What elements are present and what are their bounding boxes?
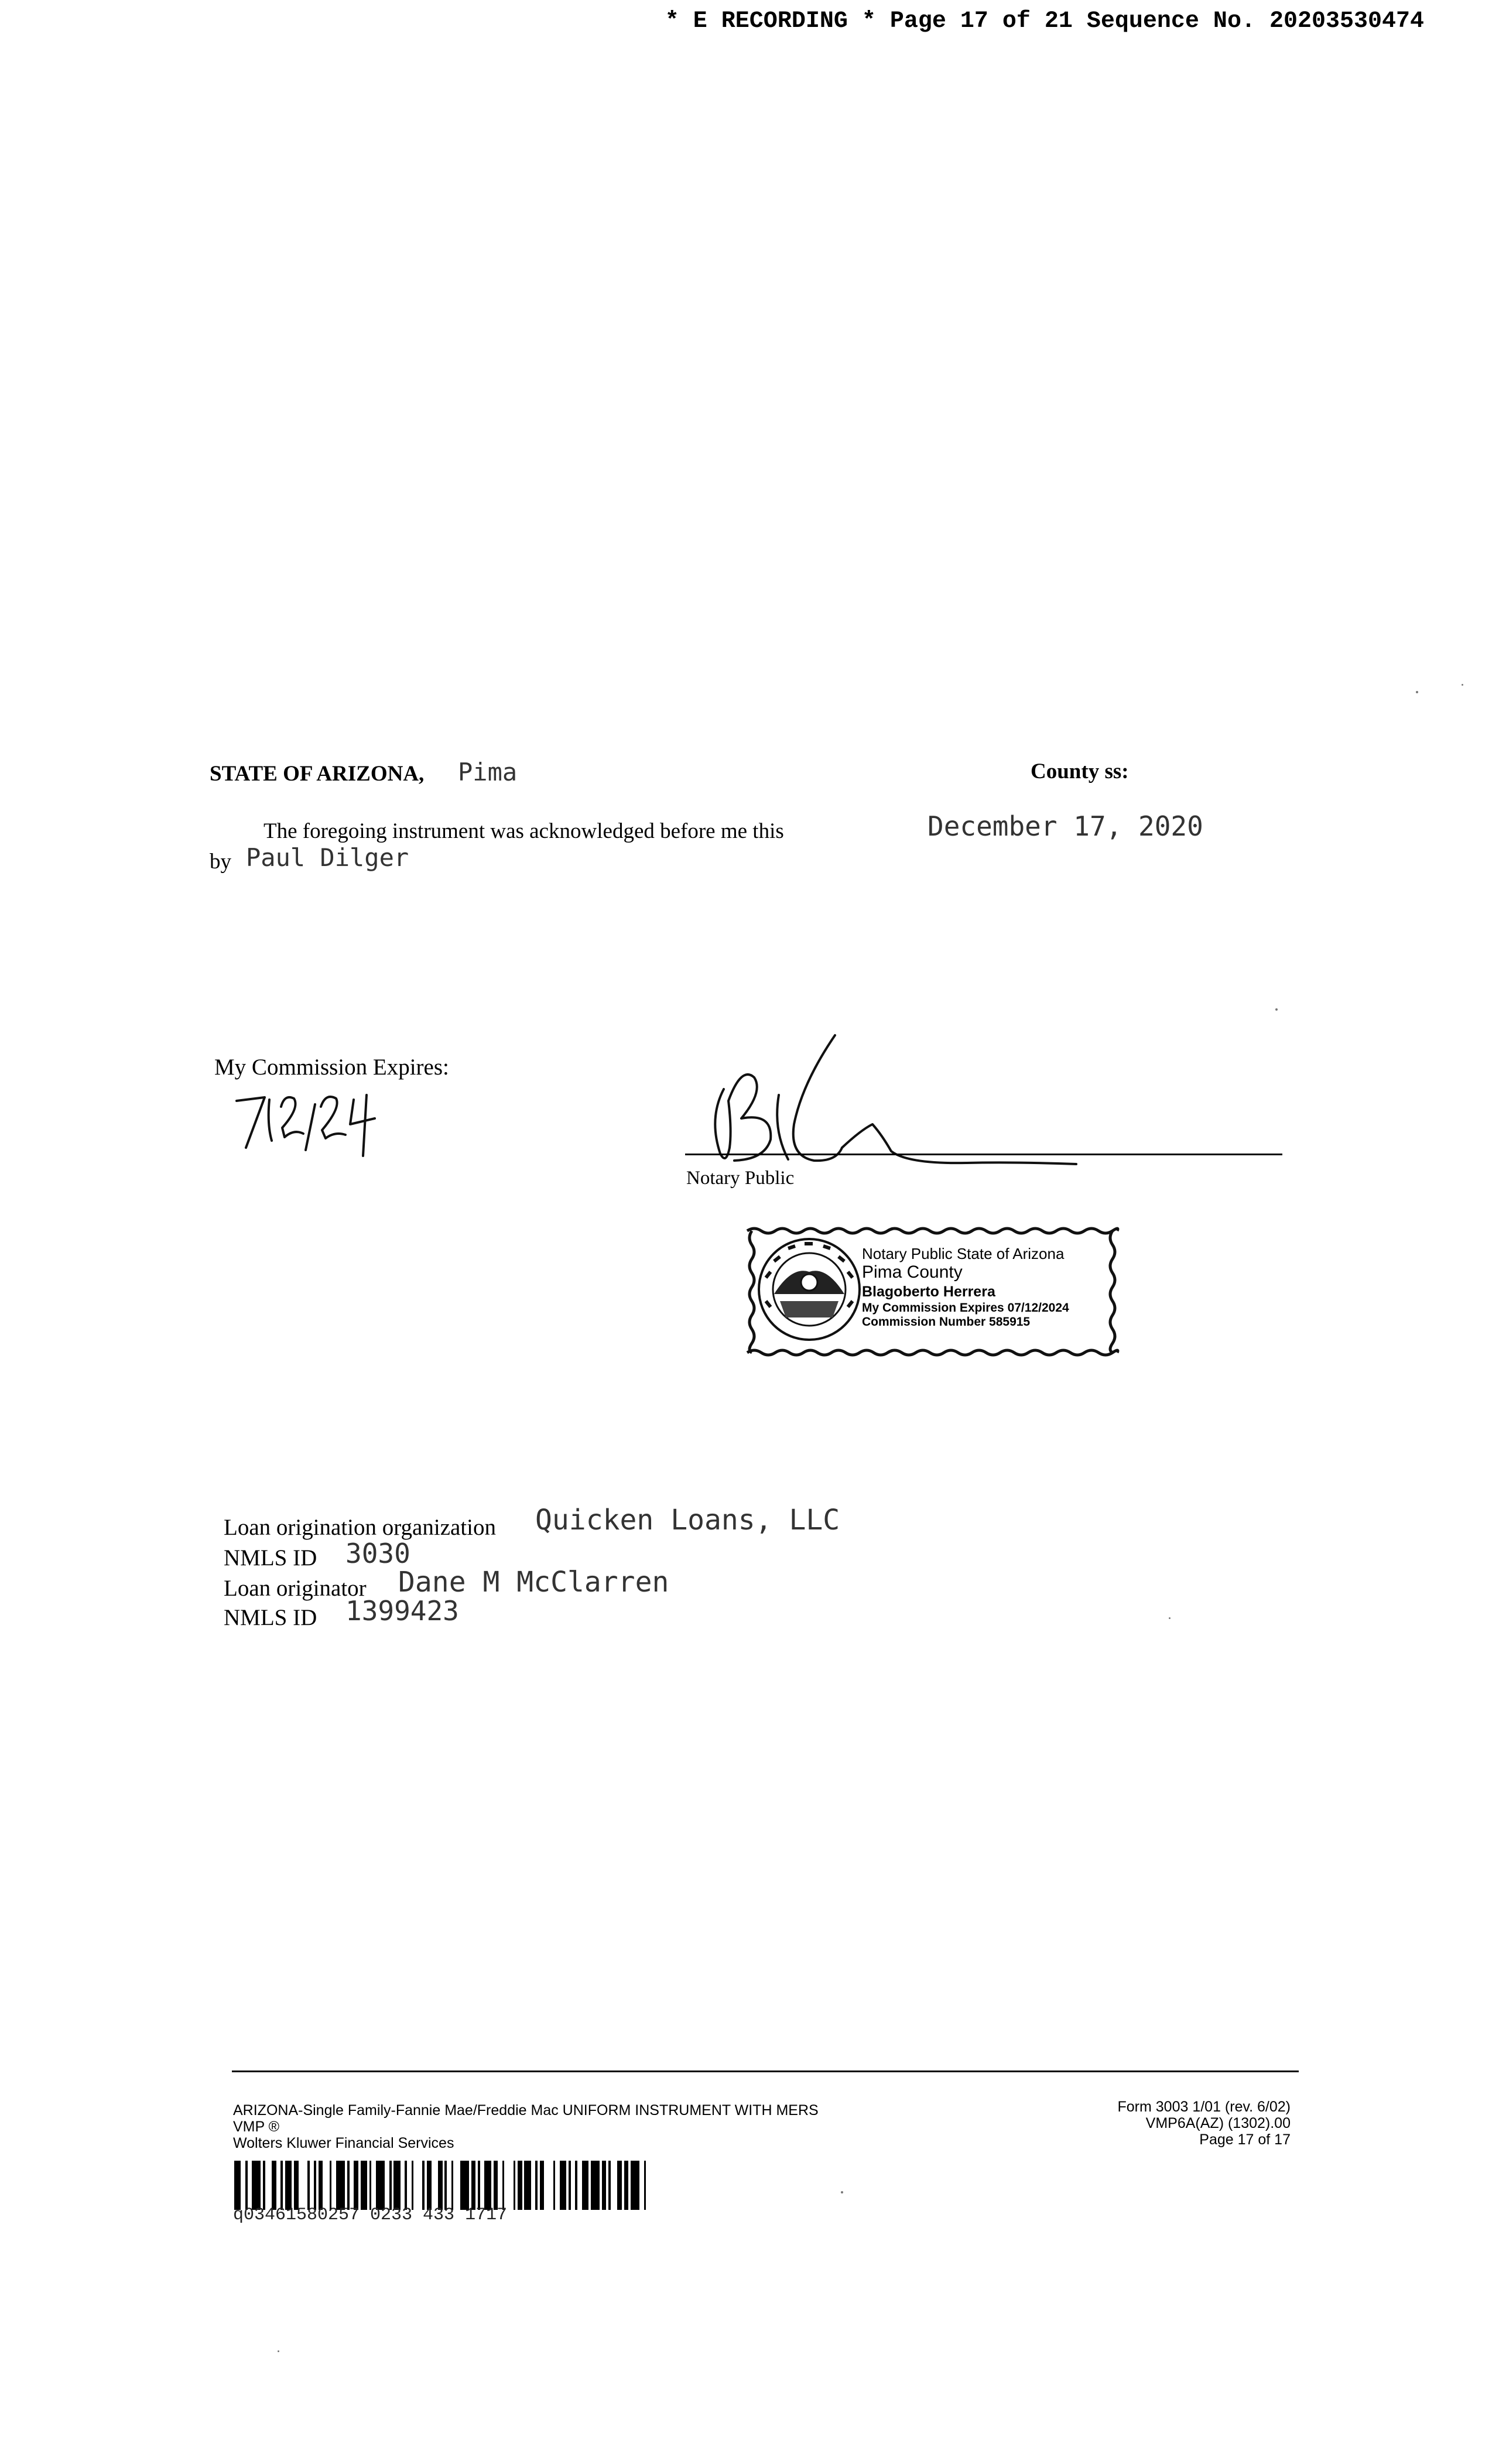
nmls-label-2: NMLS ID (224, 1605, 317, 1630)
acknowledged-by-name: Paul Dilger (246, 843, 409, 872)
footer-form-title: ARIZONA-Single Family-Fannie Mae/Freddie Mac UNIFORM INSTRUMENT WITH MERS (233, 2102, 819, 2119)
by-label: by (210, 850, 231, 874)
state-label: STATE OF ARIZONA, (210, 762, 425, 786)
nmls-value-1: 3030 (345, 1538, 410, 1569)
commission-expires-handwritten (228, 1083, 398, 1159)
seal-line-5: Commission Number 585915 (862, 1315, 1031, 1329)
seal-line-3: Blagoberto Herrera (862, 1284, 995, 1300)
loan-org-label: Loan origination organization (224, 1515, 496, 1540)
loan-org-value: Quicken Loans, LLC (535, 1504, 840, 1536)
footer-vmp-code: VMP6A(AZ) (1302).00 (1145, 2115, 1291, 2131)
loan-originator-label: Loan originator (224, 1576, 367, 1601)
acknowledgment-statement: The foregoing instrument was acknowledged before me this (263, 819, 784, 843)
footer-rule (232, 2071, 1299, 2072)
county-label: County ss: (1031, 759, 1129, 783)
county-value: Pima (458, 758, 518, 786)
recording-header: * E RECORDING * Page 17 of 21 Sequence No. 20203530474 (665, 8, 1424, 35)
nmls-value-2: 1399423 (345, 1595, 459, 1627)
seal-line-4: My Commission Expires 07/12/2024 (862, 1301, 1069, 1315)
notary-seal-stamp (741, 1225, 1123, 1358)
acknowledgment-date: December 17, 2020 (928, 810, 1203, 842)
footer-publisher: Wolters Kluwer Financial Services (233, 2135, 454, 2151)
commission-expires-label: My Commission Expires: (214, 1055, 449, 1080)
seal-line-1: Notary Public State of Arizona (862, 1245, 1065, 1262)
document-barcode (234, 2161, 649, 2210)
notary-signature (685, 1031, 1288, 1183)
notary-public-label: Notary Public (686, 1168, 795, 1189)
seal-line-2: Pima County (862, 1262, 963, 1282)
footer-vmp: VMP ® (233, 2119, 280, 2135)
footer-page-number: Page 17 of 17 (1199, 2131, 1291, 2148)
nmls-label-1: NMLS ID (224, 1545, 317, 1570)
notary-signature-line (685, 1154, 1282, 1155)
loan-originator-value: Dane M McClarren (398, 1566, 669, 1599)
footer-form-number: Form 3003 1/01 (rev. 6/02) (1117, 2099, 1291, 2115)
barcode-text: q03461580257 0233 433 1717 (233, 2205, 508, 2225)
